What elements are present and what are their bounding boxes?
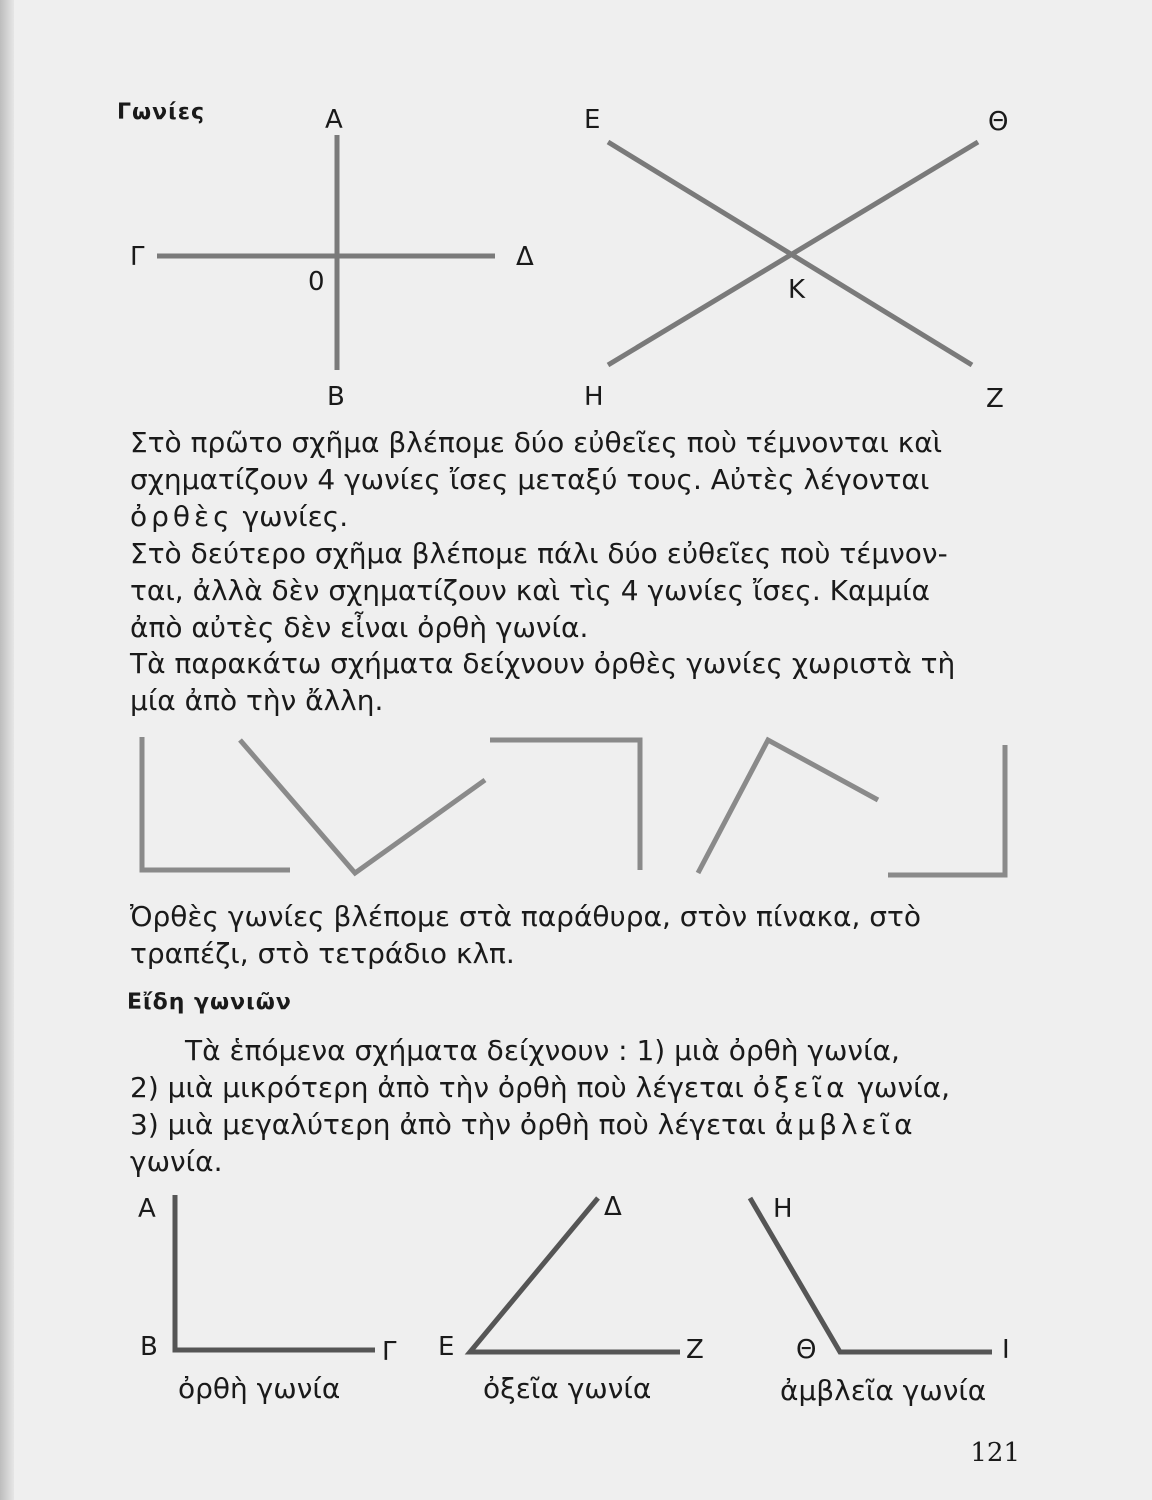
section-heading-types-of-angles: Εἴδη γωνιῶν	[127, 990, 292, 1015]
right-angle-shape-4	[698, 740, 878, 873]
section-heading-angles: Γωνίες	[117, 100, 205, 125]
label-bottom-left: Η	[584, 382, 604, 412]
right-angle-label-end: Γ	[382, 1337, 397, 1367]
page-number: 121	[970, 1438, 1020, 1468]
right-angle-shape-2	[240, 740, 485, 873]
acute-angle-label-top: Δ	[604, 1192, 622, 1222]
caption-obtuse-angle: ἀμβλεῖα γωνία	[780, 1374, 987, 1407]
intersecting-lines-figure	[560, 100, 1040, 420]
paragraph-everyday-right-angles: Ὀρθὲς γωνίες βλέπομε στὰ παράθυρα, στὸν πίνακα, στὸ τραπέζι, στὸ τετράδιο κλπ.	[130, 900, 921, 970]
paragraph-angle-types: Τὰ ἑπόμενα σχήματα δείχνουν : 1) μιὰ ὀρθὴ γωνία, 2) μιὰ μικρότερη ἀπὸ τὴν ὀρθὴ ποὺ λέγεται ὀξεῖα γωνία, 3) μιὰ μεγαλύτερη ἀπὸ τὴν ὀρθὴ ποὺ λέγεται ἀμβλεῖα γωνία.	[130, 1034, 950, 1178]
label-center: 0	[308, 267, 325, 297]
label-right: Δ	[516, 242, 534, 272]
label-top-right: Θ	[988, 107, 1009, 137]
right-angle-shape	[175, 1195, 375, 1350]
obtuse-angle-label-vertex: Θ	[796, 1335, 817, 1365]
obtuse-angle-label-top: Η	[773, 1194, 793, 1224]
paragraph-second-figure: Στὸ δεύτερο σχῆμα βλέπομε πάλι δύο εὐθεῖες ποὺ τέμνον- ται, ἀλλὰ δὲν σχηματίζουν καὶ τὶς 4 γωνίες ἴσες. Καμμία ἀπὸ αὐτὲς δὲν εἶναι ὀρθὴ γωνία.	[130, 537, 948, 644]
page-binding-edge	[0, 0, 14, 1500]
right-angle-shape-1	[142, 737, 290, 870]
label-left: Γ	[130, 242, 145, 272]
label-bottom-right: Ζ	[986, 384, 1004, 414]
angle-types-figure	[130, 1180, 1030, 1380]
separate-right-angles-row	[130, 725, 1030, 890]
acute-angle-label-vertex: Ε	[438, 1332, 455, 1362]
label-top-left: Ε	[584, 105, 601, 135]
caption-right-angle: ὀρθὴ γωνία	[178, 1372, 341, 1405]
perpendicular-lines-figure	[120, 100, 560, 420]
caption-acute-angle: ὀξεῖα γωνία	[483, 1372, 652, 1405]
paragraph-separate-angles: Τὰ παρακάτω σχήματα δείχνουν ὀρθὲς γωνίες χωριστὰ τὴ μία ἀπὸ τὴν ἄλλη.	[130, 647, 956, 717]
label-bottom: Β	[327, 382, 345, 412]
acute-angle-shape	[470, 1198, 680, 1352]
right-angle-shape-5	[888, 745, 1005, 875]
paragraph-right-angles-definition: Στὸ πρῶτο σχῆμα βλέπομε δύο εὐθεῖες ποὺ τέμνονται καὶ σχηματίζουν 4 γωνίες ἴσες μεταξύ τους. Αὐτὲς λέγονται ὀρθὲς γωνίες.	[130, 426, 943, 533]
label-center: Κ	[788, 275, 806, 305]
right-angle-label-top: Α	[138, 1194, 156, 1224]
label-top: Α	[325, 105, 343, 135]
acute-angle-label-end: Ζ	[686, 1335, 704, 1365]
obtuse-angle-label-end: Ι	[1002, 1335, 1010, 1365]
right-angle-label-vertex: Β	[140, 1332, 158, 1362]
right-angle-shape-3	[490, 740, 640, 870]
